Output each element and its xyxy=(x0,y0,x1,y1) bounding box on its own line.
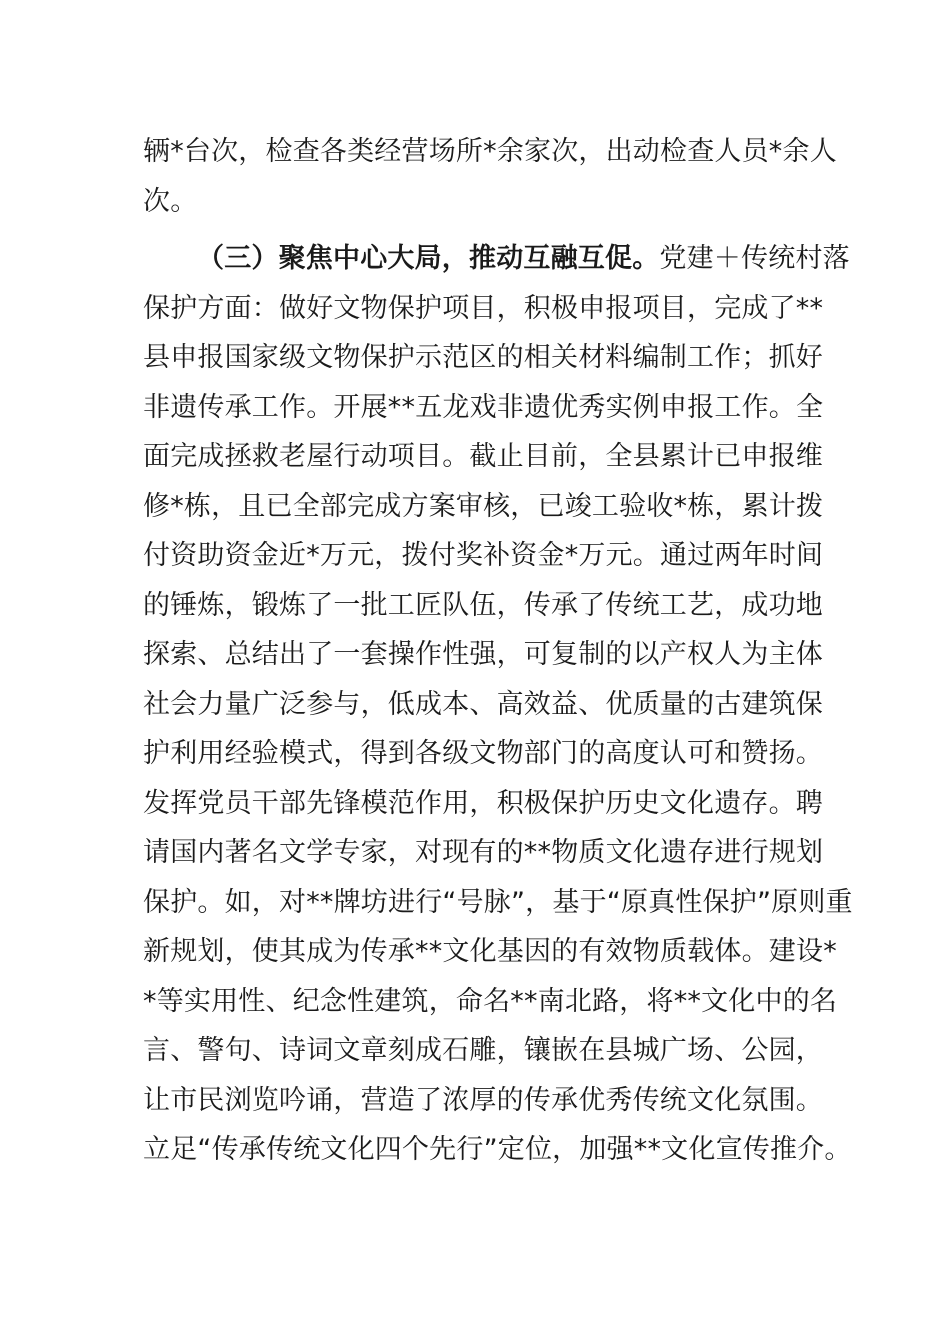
text-line: 次。 xyxy=(143,185,198,217)
section-heading: （三）聚焦中心大局，推动互融互促。 xyxy=(197,243,660,274)
text-line: 请国内著名文学专家，对现有的**物质文化遗存进行规划 xyxy=(143,837,824,868)
text-line: 保护。如，对**牌坊进行“号脉”，基于“原真性保护”原则重 xyxy=(143,886,853,918)
text-line: 保护方面：做好文物保护项目，积极申报项目，完成了** xyxy=(143,292,824,324)
text-line: 的锤炼，锻炼了一批工匠队伍，传承了传统工艺，成功地 xyxy=(143,589,823,621)
text-line: 付资助资金近*万元，拨付奖补资金*万元。通过两年时间 xyxy=(143,540,824,571)
text-line: 辆*台次，检查各类经营场所*余家次，出动检查人员*余人 xyxy=(143,136,837,167)
text-line: 让市民浏览吟诵，营造了浓厚的传承优秀传统文化氛围。 xyxy=(143,1084,823,1116)
text-line: 探索、总结出了一套操作性强，可复制的以产权人为主体 xyxy=(143,639,823,670)
text-line: 面完成拯救老屋行动项目。截止目前，全县累计已申报维 xyxy=(143,441,823,472)
text-line: 护利用经验模式，得到各级文物部门的高度认可和赞扬。 xyxy=(143,738,823,769)
text-line: 修*栋，且已全部完成方案审核，已竣工验收*栋，累计拨 xyxy=(143,490,824,522)
text-line: 发挥党员干部先锋模范作用，积极保护历史文化遗存。聘 xyxy=(143,787,823,819)
text-line: 县申报国家级文物保护示范区的相关材料编制工作；抓好 xyxy=(143,342,823,373)
text-line: 社会力量广泛参与，低成本、高效益、优质量的古建筑保 xyxy=(143,688,823,720)
text-line: 非遗传承工作。开展**五龙戏非遗优秀实例申报工作。全 xyxy=(143,391,824,423)
text-line: 立足“传承传统文化四个先行”定位，加强**文化宣传推介。 xyxy=(143,1134,852,1165)
text-line-first xyxy=(143,234,850,284)
paragraph-section-three xyxy=(143,234,853,1175)
text-line: 言、警句、诗词文章刻成石雕，镶嵌在县城广场、公园， xyxy=(143,1035,823,1066)
text-line: 新规划，使其成为传承**文化基因的有效物质载体。建设* xyxy=(143,936,837,967)
heading-line-rest: 党建＋传统村落 xyxy=(659,243,850,274)
paragraph-continuation xyxy=(143,127,837,226)
text-line: *等实用性、纪念性建筑，命名**南北路，将**文化中的名 xyxy=(143,985,838,1017)
